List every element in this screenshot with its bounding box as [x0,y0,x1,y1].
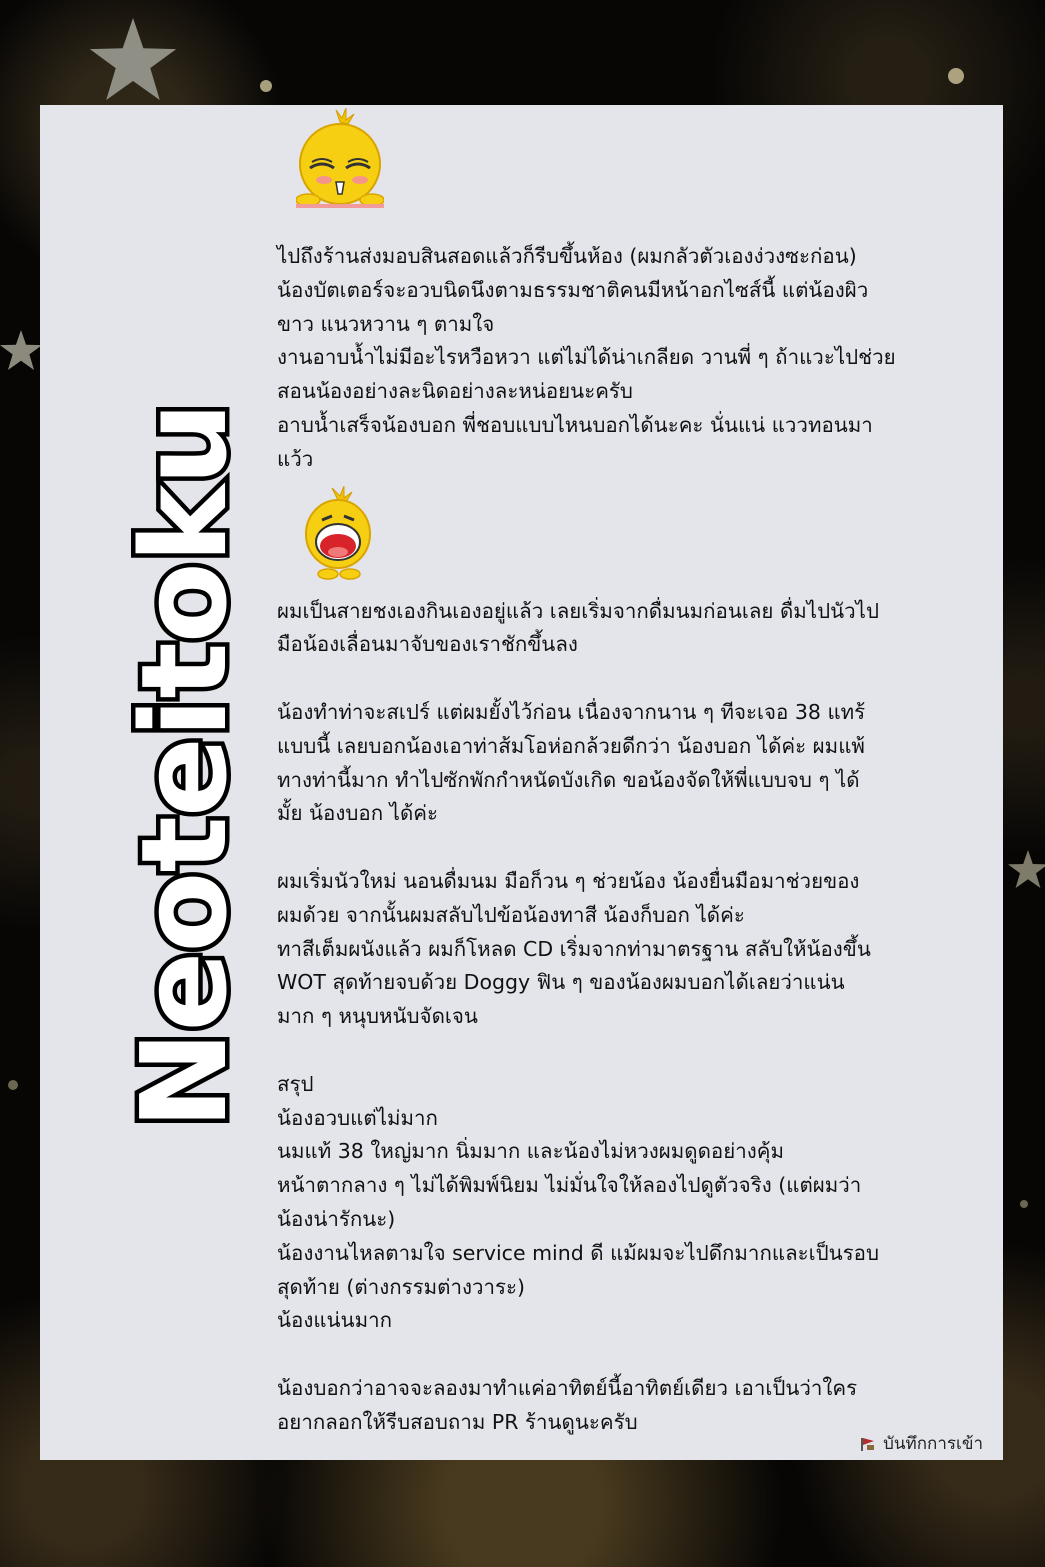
text-line: ผมเป็นสายชงเองกินเองอยู่แล้ว เลยเริ่มจากดื่มนมก่อนเลย ดื่มไปนัวไป [277,598,879,623]
text-line: ไปถึงร้านส่งมอบสินสอดแล้วก็รีบขึ้นห้อง (ผมกลัวตัวเองง่วงซะก่อน) [277,244,857,268]
text-line: ขาว แนวหวาน ๆ ตามใจ [277,311,495,336]
text-line: น้องบัตเตอร์จะอวบนิดนึงตามธรรมชาติคนมีหน้าอกไซส์นี้ แต่น้องผิว [277,277,869,302]
star-decoration-icon [1008,850,1045,888]
text-line: WOT สุดท้ายจบด้วย Doggy ฟิน ๆ ของน้องผมบอกได้เลยว่าแน่น [277,970,845,995]
paragraph-4 [277,865,982,1034]
login-record-link[interactable] [859,1430,983,1457]
sparkle-dot [8,1080,18,1090]
emoji-spacer [277,477,982,595]
login-record-icon [859,1436,877,1452]
text-line: แว้ว [277,446,314,471]
login-record-label: บันทึกการเข้า [883,1434,983,1454]
text-line: หน้าตากลาง ๆ ไม่ได้พิมพ์นิยม ไม่มั่นใจให้ลองไปดูตัวจริง (แต่ผมว่า [277,1173,862,1198]
star-decoration-icon [88,18,178,100]
text-line: มือน้องเลื่อนมาจับของเราชักขึ้นลง [277,632,578,657]
paragraph-3 [277,696,982,831]
paragraph-summary [277,1068,982,1338]
text-line: สรุป [277,1071,314,1096]
star-decoration-icon [0,330,42,370]
text-line: งานอาบน้ำไม่มีอะไรหวือหวา แต่ไม่ได้น่าเกลียด วานพี่ ๆ ถ้าแวะไปช่วย [277,345,896,370]
text-line: มั้ย น้องบอก ได้ค่ะ [277,801,438,826]
post-body [277,240,982,1440]
sparkle-dot [948,68,964,84]
text-line: นมแท้ 38 ใหญ่มาก นิ่มมาก และน้องไม่หวงผมดูดอย่างคุ้ม [277,1139,784,1164]
sparkle-dot [1020,1200,1028,1208]
sparkle-dot [260,80,272,92]
paragraph-2 [277,595,982,663]
text-line: น้องอวบแต่ไม่มาก [277,1105,438,1130]
text-line: สุดท้าย (ต่างกรรมต่างวาระ) [277,1274,526,1299]
text-line: มาก ๆ หนุบหนับจัดเจน [277,1004,478,1029]
text-line: ผมเริ่มนัวใหม่ นอนดื่มนม มือก็วน ๆ ช่วยน้อง น้องยื่นมือมาช่วยของ [277,868,860,893]
text-line: น้องน่ารักนะ) [277,1206,396,1231]
text-line: อาบน้ำเสร็จน้องบอก พี่ชอบแบบไหนบอกได้นะคะ นั่นแน่ แววทอนมา [277,412,873,437]
text-line: น้องงานไหลตามใจ service mind ดี แม้ผมจะไปดึกมากและเป็นรอบ [277,1240,880,1265]
text-line: น้องทำท่าจะสเปร์ แต่ผมยั้งไว้ก่อน เนื่องจากนาน ๆ ทีจะเจอ 38 แทร้ [277,699,866,724]
text-line: ทางท่านี้มาก ทำไปซักพักกำหนัดบังเกิด ขอน้องจัดให้พี่แบบจบ ๆ ได้ [277,767,860,792]
text-line: สอนน้องอย่างละนิดอย่างละหน่อยนะครับ [277,379,633,404]
text-line: ผมด้วย จากนั้นผมสลับไปข้อน้องทาสี น้องก็บอก ได้ค่ะ [277,902,745,927]
vertical-watermark-title: Neoteitoku [115,402,253,1130]
sleepy-chick-emoji-icon [296,108,384,208]
text-line: แบบนี้ เลยบอกน้องเอาท่าส้มโอห่อกล้วยดีกว่า น้องบอก ได้ค่ะ ผมแพ้ [277,733,865,758]
paragraph-1 [277,240,982,477]
text-line: น้องบอกว่าอาจจะลองมาทำแค่อาทิตย์นี้อาทิตย์เดียว เอาเป็นว่าใคร [277,1375,858,1400]
text-line: น้องแน่นมาก [277,1308,393,1333]
text-line: อยากลอกให้รีบสอบถาม PR ร้านดูนะครับ [277,1409,638,1434]
text-line: ทาสีเต็มผนังแล้ว ผมก็โหลด CD เริ่มจากท่ามาตรฐาน สลับให้น้องขึ้น [277,936,871,961]
